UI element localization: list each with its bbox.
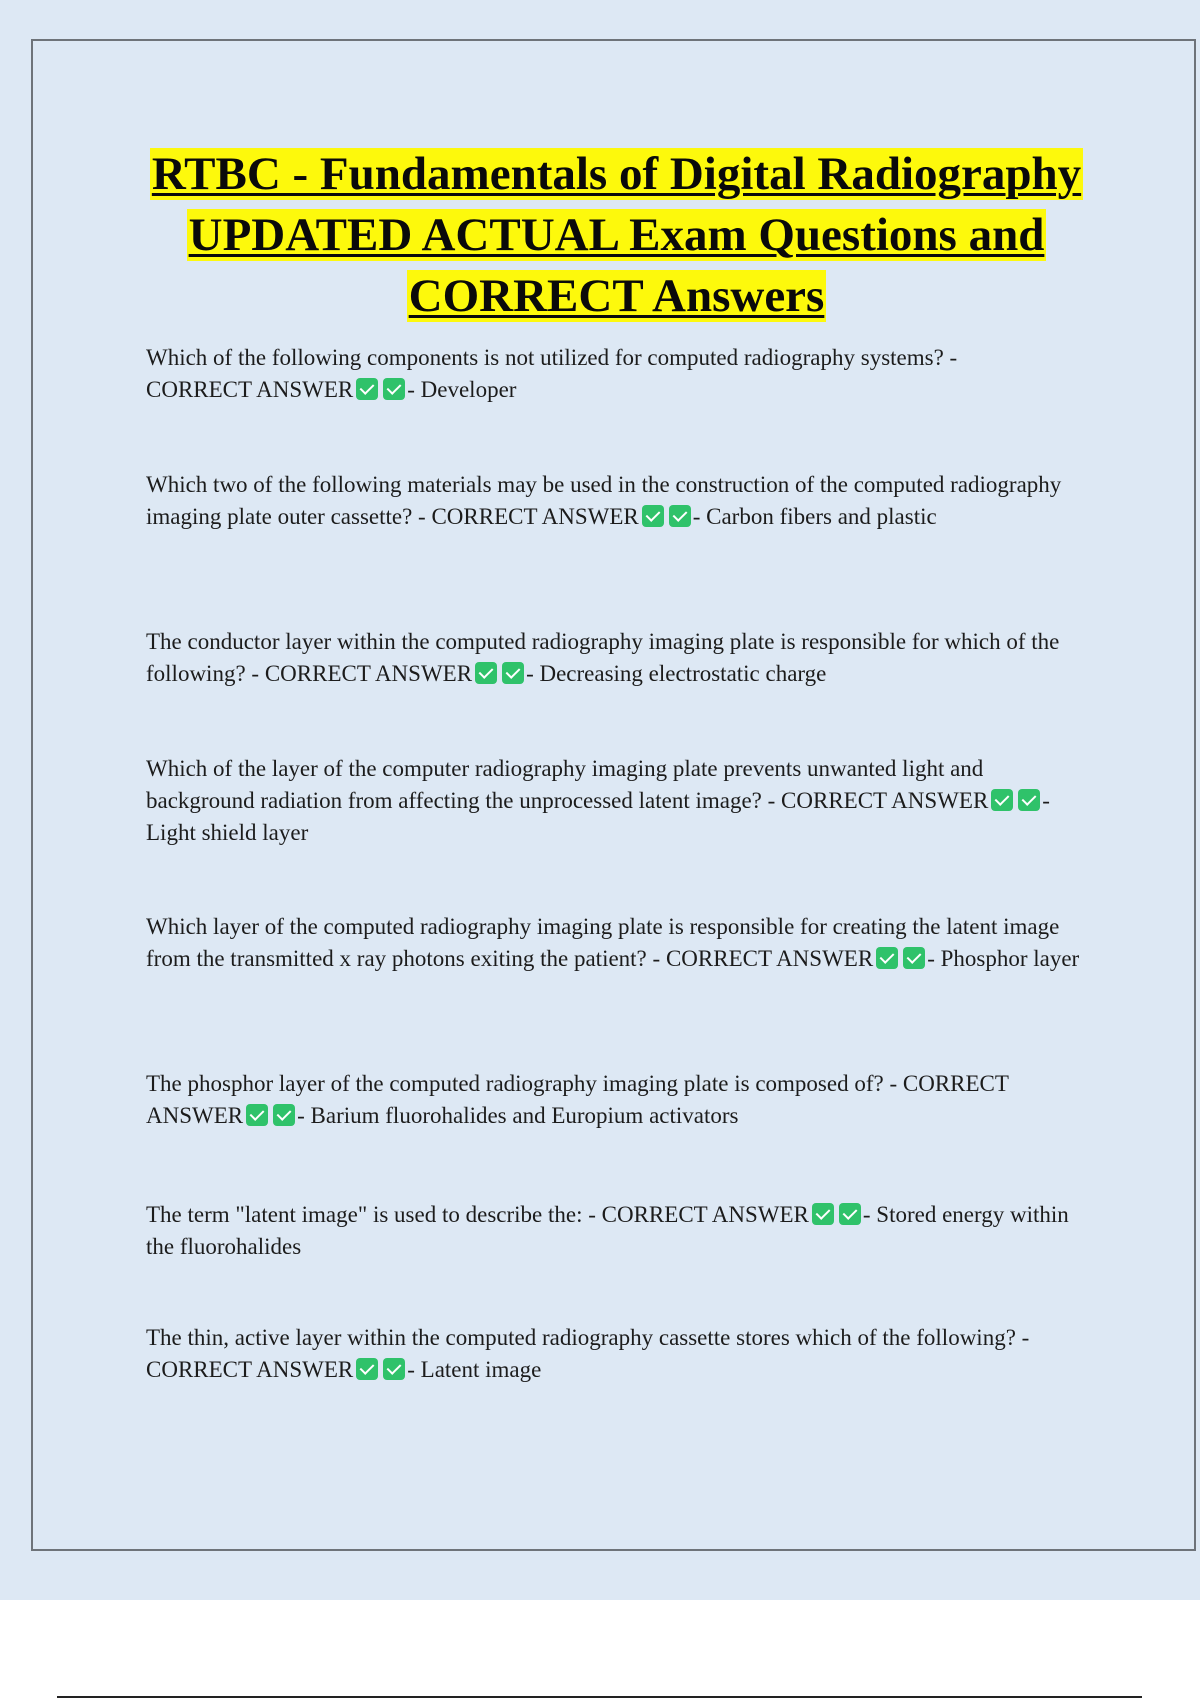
answer-text: - Stored energy within the fluorohalides (146, 1202, 1069, 1259)
answer-marker: CORRECT ANSWER (146, 1071, 1009, 1128)
check-icon (903, 947, 925, 969)
answer-text: - Phosphor layer (927, 946, 1080, 971)
qa-item (146, 626, 1091, 690)
check-icon (812, 1203, 834, 1225)
answer-text: - Developer (407, 377, 517, 402)
answer-marker: CORRECT ANSWER (601, 1202, 809, 1227)
answer-text: - Decreasing electrostatic charge (526, 661, 827, 686)
check-icon (273, 1104, 295, 1126)
bottom-divider (57, 1696, 1142, 1698)
check-icon (642, 505, 664, 527)
answer-text: - Latent image (407, 1357, 542, 1382)
title-highlight: RTBC - Fundamentals of Digital Radiography UPDATED ACTUAL Exam Questions and CORRECT Answers (151, 148, 1082, 322)
question-text: Which of the following components is not utilized for computed radiography systems? - (146, 345, 958, 370)
check-icon (669, 505, 691, 527)
answer-marker: CORRECT ANSWER (781, 788, 989, 813)
check-icon (383, 378, 405, 400)
check-icon (383, 1358, 405, 1380)
answer-marker: CORRECT ANSWER (146, 377, 354, 402)
answer-marker: CORRECT ANSWER (146, 1357, 354, 1382)
qa-item (146, 1068, 1091, 1132)
title-block (120, 144, 1113, 327)
question-text: Which of the layer of the computer radiography imaging plate prevents unwanted light and background radiation from affecting the unprocessed latent image? - (146, 756, 984, 813)
qa-item (146, 911, 1091, 975)
check-icon (839, 1203, 861, 1225)
question-text: The thin, active layer within the computed radiography cassette stores which of the following? - (146, 1325, 1030, 1350)
question-text: Which two of the following materials may be used in the construction of the computed radiography imaging plate outer cassette? - (146, 472, 1062, 529)
answer-marker: CORRECT ANSWER (264, 661, 473, 686)
document-title (120, 144, 1113, 327)
check-icon (1018, 789, 1040, 811)
answer-text: - Carbon fibers and plastic (692, 504, 937, 529)
check-icon (356, 378, 378, 400)
question-text: The phosphor layer of the computed radiography imaging plate is composed of? - (146, 1071, 898, 1096)
question-text: The conductor layer within the computed radiography imaging plate is responsible for which of the following? - (146, 629, 1060, 686)
qa-item (146, 753, 1091, 849)
answer-marker: CORRECT ANSWER (431, 504, 639, 529)
check-icon (991, 789, 1013, 811)
question-text: The term "latent image" is used to describe the: - (146, 1202, 596, 1227)
check-icon (356, 1358, 378, 1380)
qa-item (146, 1199, 1091, 1263)
qa-item (146, 342, 1091, 406)
check-icon (876, 947, 898, 969)
check-icon (502, 662, 524, 684)
answer-text: - Barium fluorohalides and Europium activators (297, 1103, 739, 1128)
answer-marker: CORRECT ANSWER (665, 946, 874, 971)
qa-item (146, 1322, 1091, 1386)
check-icon (246, 1104, 268, 1126)
qa-item (146, 469, 1091, 533)
check-icon (475, 662, 497, 684)
answer-text: - Light shield layer (146, 788, 1050, 845)
question-text: Which layer of the computed radiography imaging plate is responsible for creating the latent image from the transmitted x ray photons exiting the patient? - (146, 914, 1060, 971)
